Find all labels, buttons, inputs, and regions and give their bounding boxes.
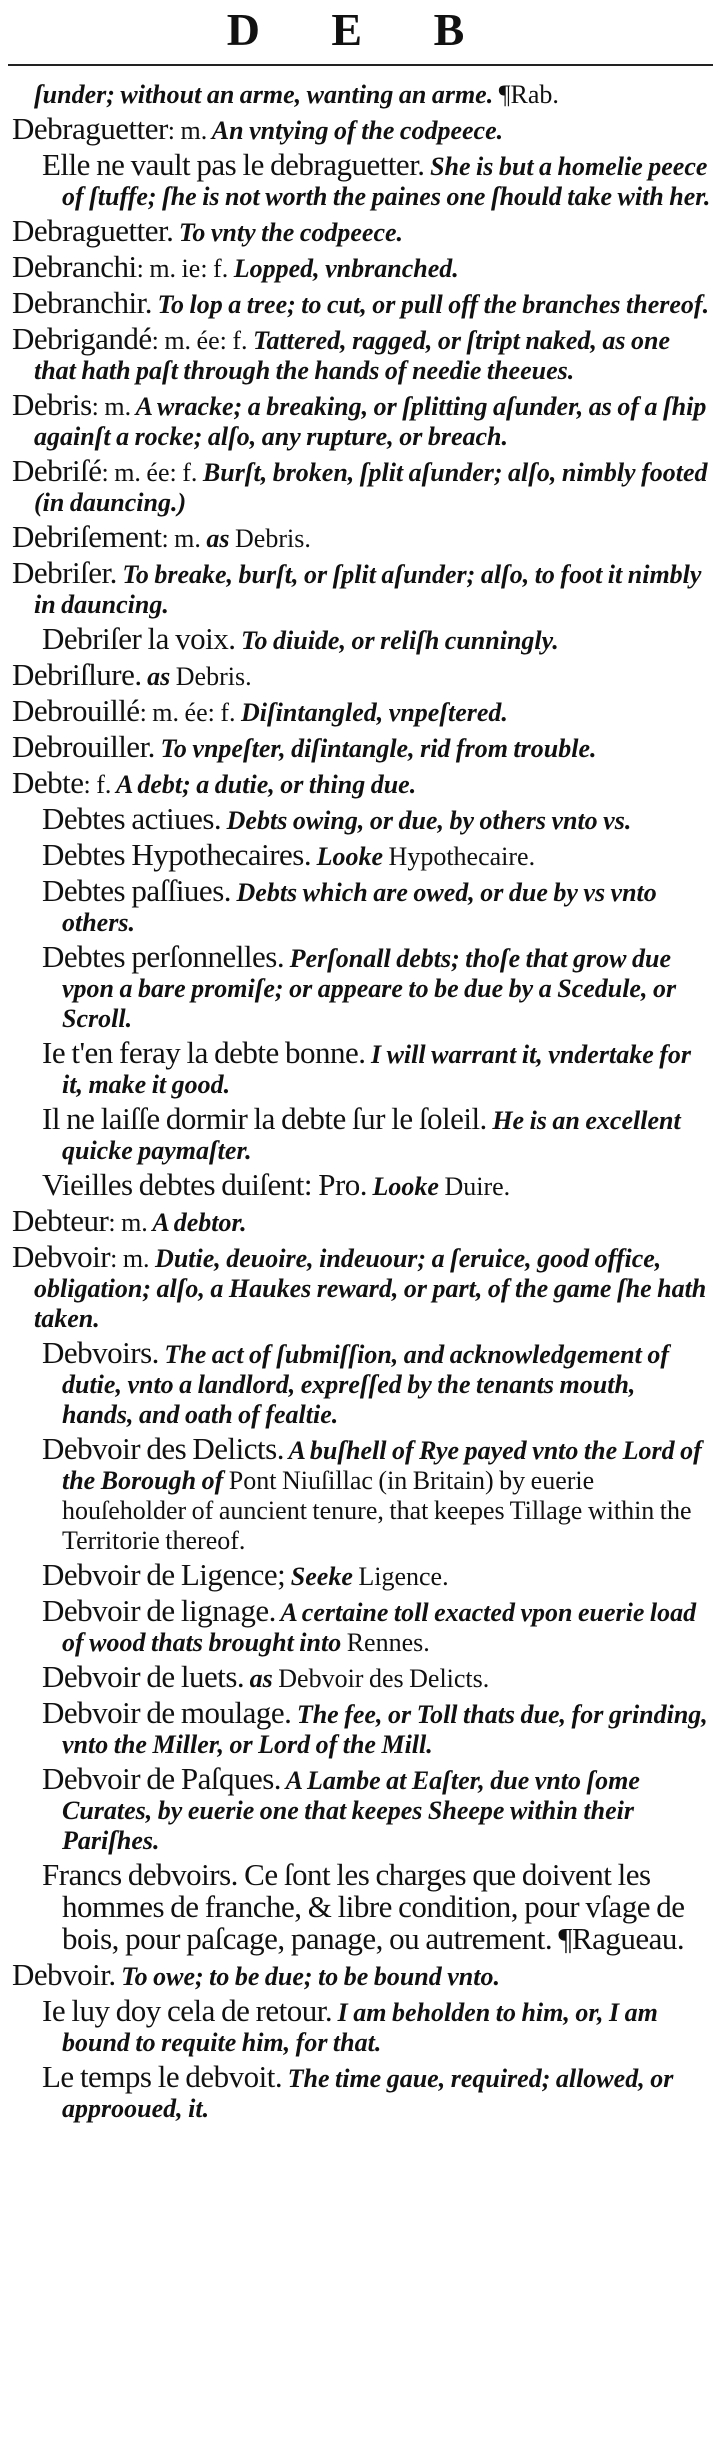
headword: Debris xyxy=(12,387,92,422)
dictionary-entry xyxy=(6,693,712,728)
reference: Hypothecaire. xyxy=(383,842,536,871)
dictionary-entry xyxy=(6,80,712,110)
definition: To diuide, or reliſh cunningly. xyxy=(235,626,559,655)
definition: A buſhell of Rye payed vnto the Lord of the Borough of xyxy=(62,1436,702,1495)
reference: Ligence. xyxy=(352,1562,449,1591)
dictionary-entry xyxy=(6,1957,712,1992)
headword: Debvoir de luets. xyxy=(42,1659,245,1694)
headword: Debriſer. xyxy=(12,555,117,590)
headword: Debvoir xyxy=(12,1239,111,1274)
dictionary-entry xyxy=(6,387,712,452)
dictionary-entry xyxy=(6,519,712,554)
definition: To owe; to be due; to be bound vnto. xyxy=(115,1962,500,1991)
dictionary-entry xyxy=(6,111,712,146)
grammar-note: : f. xyxy=(83,770,112,799)
definition: The act of ſubmiſſion, and acknowledgement of dutie, vnto a landlord, expreſſed by the tenants mouth, hands, and oath of fealtie. xyxy=(62,1340,669,1429)
headword: Debriſement xyxy=(12,519,162,554)
sub-entry xyxy=(6,1695,712,1760)
definition: Tattered, ragged, or ſtript naked, as one that hath paſt through the hands of needie theeues. xyxy=(34,326,671,385)
headword: Ie luy doy cela de retour. xyxy=(42,1993,333,2028)
header-rule xyxy=(8,64,713,66)
sub-entry xyxy=(6,1557,712,1592)
definition: A wracke; a breaking, or ſplitting aſunder, as of a ſhip againſt a rocke; alſo, any rupture, or breach. xyxy=(34,392,707,451)
definition: To lop a tree; to cut, or pull off the branches thereof. xyxy=(151,290,710,319)
headword: Debvoir des Delicts. xyxy=(42,1431,284,1466)
definition: Debts owing, or due, by others vnto vs. xyxy=(221,806,632,835)
grammar-note: : m. xyxy=(108,1208,148,1237)
sub-entry xyxy=(6,873,712,938)
reference: Rennes. xyxy=(341,1628,430,1657)
dictionary-entry xyxy=(6,555,712,620)
grammar-note: : m. xyxy=(167,116,208,145)
headword: Debrigandé xyxy=(12,321,152,356)
headword: Vieilles debtes duiſent: Pro. xyxy=(42,1167,368,1202)
headword: Debrouiller. xyxy=(12,729,155,764)
dictionary-entry xyxy=(6,249,712,284)
definition: Lopped, vnbranched. xyxy=(228,254,459,283)
sub-entry xyxy=(6,1431,712,1556)
headword: Francs debvoirs. Ce ſont les charges que doivent les hommes de franche, & libre condition, pour vſage de bois, pour paſcage, panage, ou autrement. ¶Ragueau. xyxy=(42,1857,685,1956)
headword: Debvoir. xyxy=(12,1957,116,1992)
sub-entry xyxy=(6,1761,712,1856)
sub-entry xyxy=(6,801,712,836)
dictionary-entry xyxy=(6,285,712,320)
definition: I am beholden to him, or, I am bound to requite him, for that. xyxy=(62,1998,658,2057)
definition: A debt; a dutie, or thing due. xyxy=(111,770,417,799)
sub-entry xyxy=(6,1857,712,1956)
sub-entry xyxy=(6,2059,712,2124)
headword: Debteur xyxy=(12,1203,109,1238)
definition: Looke xyxy=(311,842,384,871)
definition: A debtor. xyxy=(147,1208,247,1237)
definition: An vntying of the codpeece. xyxy=(207,116,504,145)
dictionary-entry xyxy=(6,321,712,386)
sub-entry xyxy=(6,1035,712,1100)
definition: Debts which are owed, or due by vs vnto others. xyxy=(62,878,657,937)
sub-entry xyxy=(6,621,712,656)
sub-entry xyxy=(6,1335,712,1430)
headword: Debraguetter. xyxy=(12,213,174,248)
headword: Debvoir de moulage. xyxy=(42,1695,292,1730)
headword: Debtes perſonnelles. xyxy=(42,939,285,974)
grammar-note: : m. xyxy=(91,392,132,421)
dictionary-entry xyxy=(6,765,712,800)
definition: To breake, burſt, or ſplit aſunder; alſo, to foot it nimbly in dauncing. xyxy=(34,560,702,619)
dictionary-column xyxy=(6,80,712,2128)
definition: as xyxy=(141,662,171,691)
reference: Debvoir des Delicts. xyxy=(272,1664,490,1693)
definition: Perſonall debts; thoſe that grow due vpon a bare promiſe; or appeare to be due by a Scedule, or Scroll. xyxy=(62,944,677,1033)
headword: Elle ne vault pas le debraguetter. xyxy=(42,147,425,182)
definition: Burſt, broken, ſplit aſunder; alſo, nimbly footed (in dauncing.) xyxy=(34,458,708,517)
definition: She is but a homelie peece of ſtuffe; ſhe is not worth the paines one ſhould take with her. xyxy=(62,152,711,211)
definition: The fee, or Toll thats due, for grinding, vnto the Miller, or Lord of the Mill. xyxy=(62,1700,708,1759)
headword: Debvoirs. xyxy=(42,1335,159,1370)
reference: Debris. xyxy=(229,524,311,553)
definition: Looke xyxy=(367,1172,439,1201)
grammar-note: : m. xyxy=(161,524,201,553)
grammar-note: : m. ée: f. xyxy=(139,698,236,727)
dictionary-entry xyxy=(6,213,712,248)
headword: Debvoir de Ligence; xyxy=(42,1557,286,1592)
headword: Debtes Hypothecaires. xyxy=(42,837,312,872)
headword: Il ne laiſſe dormir la debte ſur le ſoleil. xyxy=(42,1101,487,1136)
dictionary-entry xyxy=(6,1239,712,1334)
headword: Debte xyxy=(12,765,84,800)
headword: Debtes paſſiues. xyxy=(42,873,232,908)
sub-entry xyxy=(6,837,712,872)
dictionary-entry xyxy=(6,1203,712,1238)
reference: Duire. xyxy=(438,1172,511,1201)
sub-entry xyxy=(6,1993,712,2058)
sub-entry xyxy=(6,1101,712,1166)
sub-entry xyxy=(6,1593,712,1658)
definition: as xyxy=(244,1664,273,1693)
definition: as xyxy=(200,524,230,553)
headword: Debriſer la voix. xyxy=(42,621,236,656)
definition: A Lambe at Eaſter, due vnto ſome Curates, by euerie one that keepes Sheepe within their Pariſhes. xyxy=(62,1766,640,1855)
reference: Pont Niuſillac (in Britain) by euerie houſeholder of auncient tenure, that keepes Tillage within the Territorie thereof. xyxy=(62,1466,692,1555)
definition: I will warrant it, vndertake for it, make it good. xyxy=(62,1040,692,1099)
headword: Debraguetter xyxy=(12,111,168,146)
dictionary-entry xyxy=(6,453,712,518)
headword: Debriſé xyxy=(12,453,102,488)
definition: The time gaue, required; allowed, or approoued, it. xyxy=(62,2064,674,2123)
definition: He is an excellent quicke paymaſter. xyxy=(62,1106,681,1165)
definition: ſunder; without an arme, wanting an arme. xyxy=(34,80,494,109)
headword: Ie t'en feray la debte bonne. xyxy=(42,1035,366,1070)
reference: Debris. xyxy=(170,662,252,691)
definition: Dutie, deuoire, indeuour; a ſeruice, good office, obligation; alſo, a Haukes reward, or part, of the game ſhe hath taken. xyxy=(34,1244,707,1333)
sub-entry xyxy=(6,147,712,212)
definition: To vnpeſter, diſintangle, rid from trouble. xyxy=(154,734,597,763)
definition: A certaine toll exacted vpon euerie load of wood thats brought into xyxy=(62,1598,697,1657)
headword: Debranchi xyxy=(12,249,137,284)
headword: Debvoir de Paſques. xyxy=(42,1761,282,1796)
grammar-note: : m. ie: f. xyxy=(136,254,229,283)
definition: Diſintangled, vnpeſtered. xyxy=(235,698,508,727)
sub-entry xyxy=(6,1659,712,1694)
headword: Debranchir. xyxy=(12,285,152,320)
dictionary-entry xyxy=(6,729,712,764)
grammar-note: : m. ée: f. xyxy=(151,326,248,355)
headword: Debrouillé xyxy=(12,693,140,728)
grammar-note: : m. xyxy=(110,1244,150,1273)
definition: To vnty the codpeece. xyxy=(173,218,404,247)
sub-entry xyxy=(6,939,712,1034)
headword: Debriſlure. xyxy=(12,657,142,692)
headword: Le temps le debvoit. xyxy=(42,2059,283,2094)
grammar-note: : m. ée: f. xyxy=(101,458,198,487)
dictionary-entry xyxy=(6,657,712,692)
running-head: D E B xyxy=(226,4,495,55)
definition: Seeke xyxy=(285,1562,353,1591)
reference: ¶Rab. xyxy=(493,80,559,109)
headword: Debtes actiues. xyxy=(42,801,222,836)
headword: Debvoir de lignage. xyxy=(42,1593,276,1628)
sub-entry xyxy=(6,1167,712,1202)
